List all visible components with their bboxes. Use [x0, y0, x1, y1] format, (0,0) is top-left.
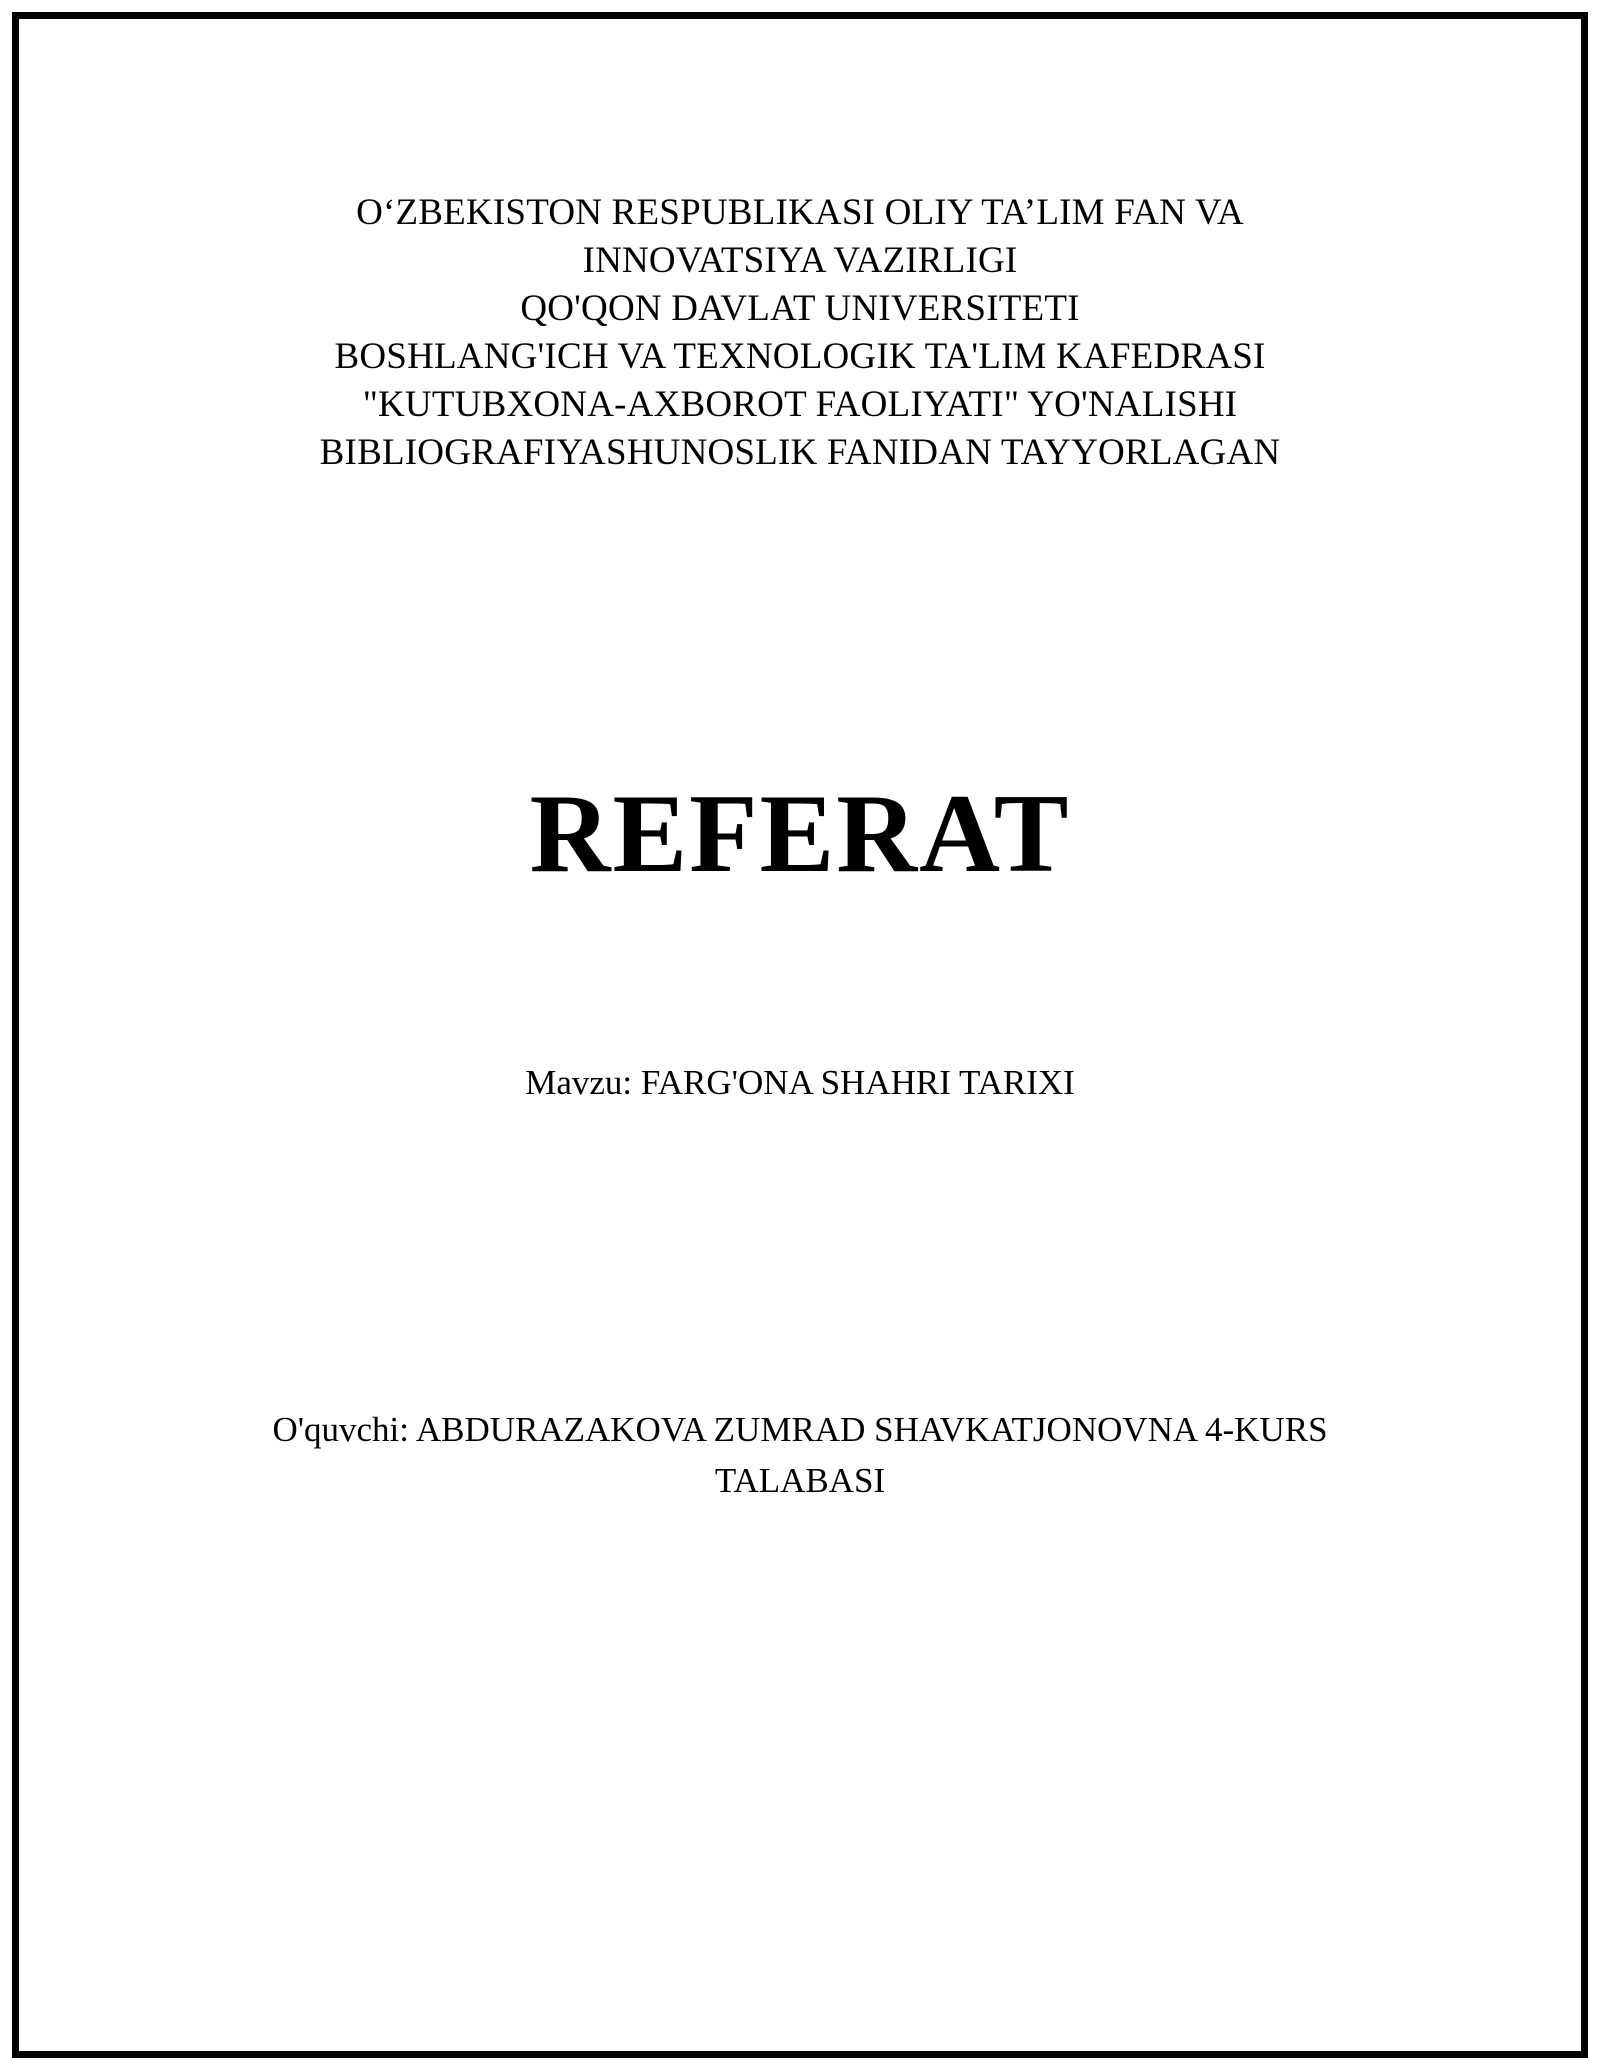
heading-line-3: QO'QON DAVLAT UNIVERSITETI — [520, 288, 1080, 330]
subject-line: Mavzu: FARG'ONA SHAHRI TARIXI — [525, 1062, 1075, 1102]
heading-line-6: BIBLIOGRAFIYASHUNOSLIK FANIDAN TAYYORLAGAN — [319, 432, 1281, 474]
author-line: O'quvchi: ABDURAZAKOVA ZUMRAD SHAVKATJONOVNA 4-KURS TALABASI — [272, 1410, 1328, 1500]
page-border-frame — [12, 12, 1588, 2058]
heading-line-4: BOSHLANG'ICH VA TEXNOLOGIK TA'LIM KAFEDRASI — [334, 336, 1266, 378]
subject-container — [199, 1060, 1401, 1106]
page-content — [19, 19, 1581, 2051]
heading-line-5: "KUTUBXONA-AXBOROT FAOLIYATI" YO'NALISHI — [362, 384, 1238, 426]
author-container — [199, 1405, 1401, 1507]
document-title-container — [199, 771, 1401, 896]
institution-heading — [199, 189, 1401, 478]
heading-line-1: O‘ZBEKISTON RESPUBLIKASI OLIY TA’LIM FAN VA — [356, 192, 1244, 233]
page-title: REFERAT — [529, 771, 1071, 896]
heading-line-2: INNOVATSIYA VAZIRLIGI — [582, 240, 1018, 282]
